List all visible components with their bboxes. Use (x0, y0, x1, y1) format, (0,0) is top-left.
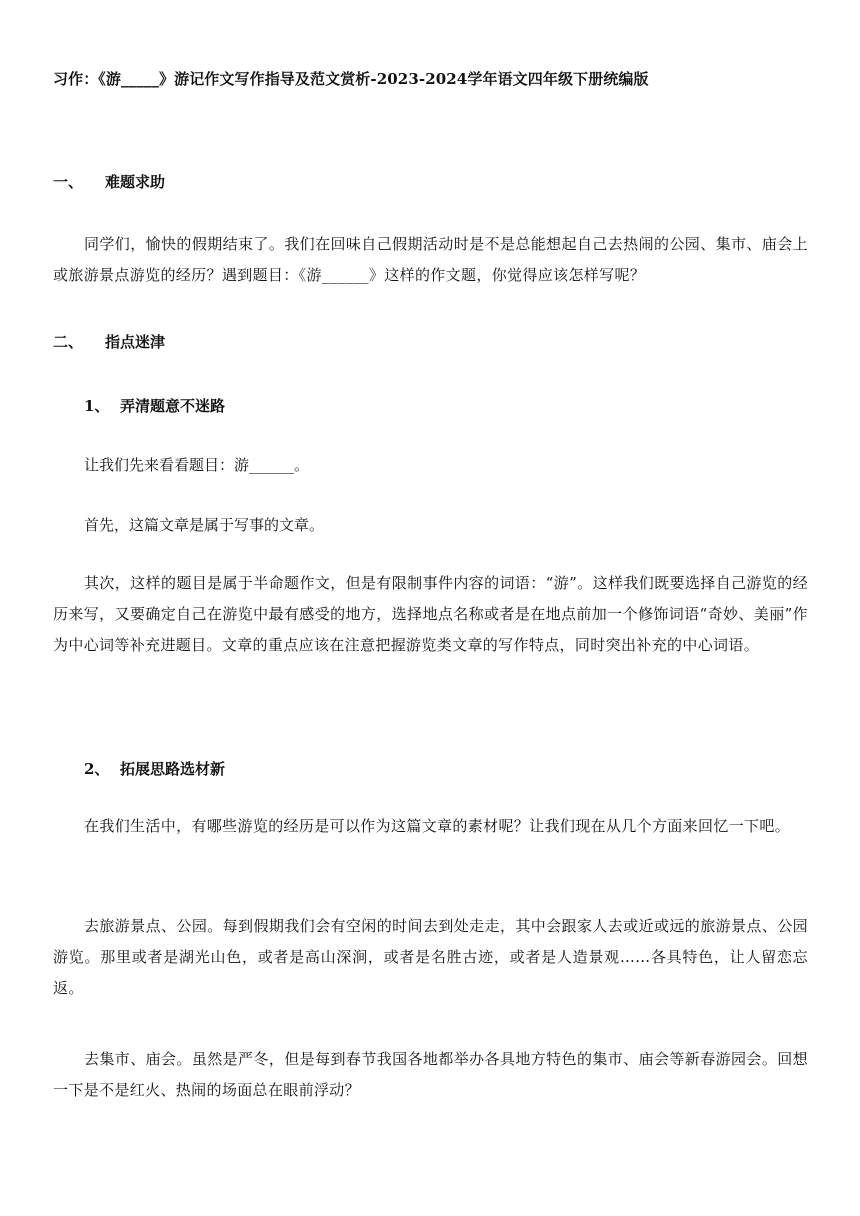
subsection-title: 拓展思路选材新 (120, 760, 226, 778)
subsection-heading-2 (84, 758, 225, 780)
subsection-title: 弄清题意不迷路 (120, 397, 226, 415)
section-number: 二、 (53, 333, 84, 351)
section-title: 难题求助 (105, 173, 166, 191)
subsection-number: 2、 (84, 760, 110, 778)
paragraph-scenic-spots: 去旅游景点、公园。每到假期我们会有空闲的时间去到处走走，其中会跟家人去或近或远的旅游景点、公园游览。那里或者是湖光山色，或者是高山深涧，或者是名胜古迹，或者是人造景观……各具特色，让人留恋忘返。 (53, 917, 808, 997)
paragraph-first-point: 首先，这篇文章是属于写事的文章。 (84, 516, 325, 534)
paragraph-fairs: 去集市、庙会。虽然是严冬，但是每到春节我国各地都举办各具地方特色的集市、庙会等新春游园会。回想一下是不是红火、热闹的场面总在眼前浮动？ (53, 1050, 808, 1099)
document-title: 习作：《游_____》游记作文写作指导及范文赏析-2023-2024学年语文四年级下册统编版 (53, 70, 649, 88)
paragraph-second-point: 其次，这样的题目是属于半命题作文，但是有限制事件内容的词语：“游”。这样我们既要选择自己游览的经历来写，又要确定自己在游览中最有感受的地方，选择地点名称或者是在地点前加一个修饰词语“奇妙、美丽”作为中心词等补充进题目。文章的重点应该在注意把握游览类文章的写作特点，同时突出补充的中心词语。 (53, 574, 808, 654)
section-heading-2 (53, 331, 165, 353)
section-number: 一、 (53, 173, 84, 191)
section-heading-1 (53, 171, 165, 193)
paragraph-material-intro: 在我们生活中，有哪些游览的经历是可以作为这篇文章的素材呢？让我们现在从几个方面来回忆一下吧。 (84, 817, 791, 835)
subsection-heading-1 (84, 395, 225, 417)
paragraph-topic: 让我们先来看看题目：游______。 (84, 456, 310, 474)
subsection-number: 1、 (84, 397, 110, 415)
paragraph-intro: 同学们，愉快的假期结束了。我们在回味自己假期活动时是不是总能想起自己去热闹的公园、集市、庙会上或旅游景点游览的经历？遇到题目：《游______》这样的作文题，你觉得应该怎样写呢？ (53, 235, 808, 284)
section-title: 指点迷津 (105, 333, 166, 351)
